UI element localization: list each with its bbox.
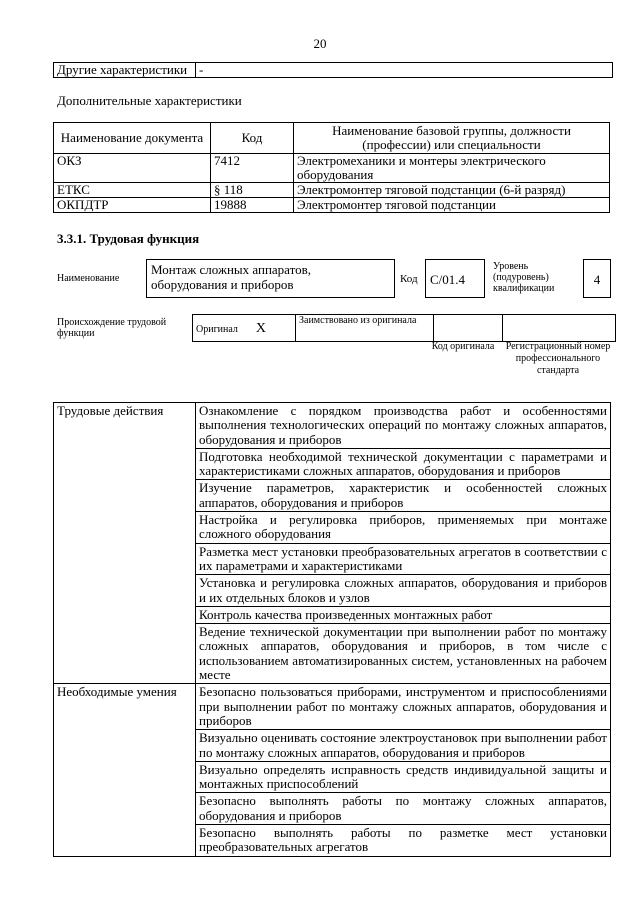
original-label: Оригинал xyxy=(196,324,238,335)
function-code-value: С/01.4 xyxy=(425,259,485,298)
labor-function-table xyxy=(53,402,611,857)
other-characteristics-table xyxy=(53,62,613,78)
header-document-name: Наименование документа xyxy=(54,123,211,154)
labor-action-item: Разметка мест установки преобразовательных агрегатов в соответствии с их параметрами и характеристиками xyxy=(196,543,611,575)
skill-item: Безопасно пользоваться приборами, инструментом и приспособлениями при выполнении работ по монтажу сложных аппаратов, оборудования и приборов xyxy=(196,684,611,730)
labor-action-item: Подготовка необходимой технической документации с параметрами и характеристиками сложных аппаратов, оборудования и приборов xyxy=(196,448,611,480)
section-title: 3.3.1. Трудовая функция xyxy=(57,231,200,246)
group-name-cell: Электромонтер тяговой подстанции xyxy=(294,198,610,213)
labor-actions-label: Трудовые действия xyxy=(54,403,196,684)
labor-action-item: Ведение технической документации при выполнении работ по монтажу сложных аппаратов, оборудования и приборов, в том числе с использованием автоматизированных систем, установленных на рабочем месте xyxy=(196,624,611,684)
page-number: 20 xyxy=(313,36,327,51)
table-row xyxy=(54,198,610,213)
additional-characteristics-title: Дополнительные характеристики xyxy=(57,93,242,108)
other-characteristics-label: Другие характеристики xyxy=(54,63,196,78)
doc-name-cell: ОКПДТР xyxy=(54,198,211,213)
labor-action-item: Контроль качества произведенных монтажных работ xyxy=(196,606,611,623)
code-cell: § 118 xyxy=(211,183,294,198)
header-code: Код xyxy=(211,123,294,154)
registration-number-caption: Регистрационный номер профессионального стандарта xyxy=(505,341,611,376)
other-characteristics-value: - xyxy=(196,63,613,78)
code-cell: 19888 xyxy=(211,198,294,213)
qualification-level-value: 4 xyxy=(583,259,611,298)
table-row xyxy=(54,684,611,730)
skill-item: Безопасно выполнять работы по разметке мест установки преобразовательных агрегатов xyxy=(196,825,611,857)
skill-item: Визуально определять исправность средств индивидуальной защиты и монтажных приспособлений xyxy=(196,761,611,793)
function-name-label: Наименование xyxy=(57,273,120,284)
origin-label: Происхождение трудовой функции xyxy=(57,317,167,339)
table-row xyxy=(54,183,610,198)
origin-table xyxy=(192,314,616,342)
required-skills-label: Необходимые умения xyxy=(54,684,196,856)
registration-number-cell xyxy=(503,315,616,342)
skill-item: Визуально оценивать состояние электроустановок при выполнении работ по монтажу сложных аппаратов, оборудования и приборов xyxy=(196,730,611,762)
table-row xyxy=(54,154,610,183)
header-group-name: Наименование базовой группы, должности (профессии) или специальности xyxy=(294,123,610,154)
code-cell: 7412 xyxy=(211,154,294,183)
labor-action-item: Ознакомление с порядком производства работ и особенностями выполнения технологических операций по монтажу сложных аппаратов, оборудования и приборов xyxy=(196,403,611,449)
original-mark: X xyxy=(255,321,267,336)
function-name-value: Монтаж сложных аппаратов, оборудования и приборов xyxy=(146,259,395,298)
labor-action-item: Изучение параметров, характеристик и особенностей сложных аппаратов, оборудования и приборов xyxy=(196,480,611,512)
skill-item: Безопасно выполнять работы по монтажу сложных аппаратов, оборудования и приборов xyxy=(196,793,611,825)
original-code-cell xyxy=(434,315,503,342)
function-code-label: Код xyxy=(400,273,418,285)
qualification-level-label: Уровень (подуровень) квалификации xyxy=(493,261,555,294)
original-cell xyxy=(193,315,296,342)
table-row xyxy=(54,403,611,449)
doc-name-cell: ОКЗ xyxy=(54,154,211,183)
codes-table xyxy=(53,122,610,213)
original-code-caption: Код оригинала xyxy=(431,341,495,352)
group-name-cell: Электромеханики и монтеры электрического оборудования xyxy=(294,154,610,183)
group-name-cell: Электромонтер тяговой подстанции (6-й разряд) xyxy=(294,183,610,198)
doc-name-cell: ЕТКС xyxy=(54,183,211,198)
borrowed-label: Заимствовано из оригинала xyxy=(296,315,434,342)
labor-action-item: Установка и регулировка сложных аппаратов, оборудования и приборов и их отдельных блоков и узлов xyxy=(196,575,611,607)
labor-action-item: Настройка и регулировка приборов, применяемых при монтаже сложного оборудования xyxy=(196,512,611,544)
